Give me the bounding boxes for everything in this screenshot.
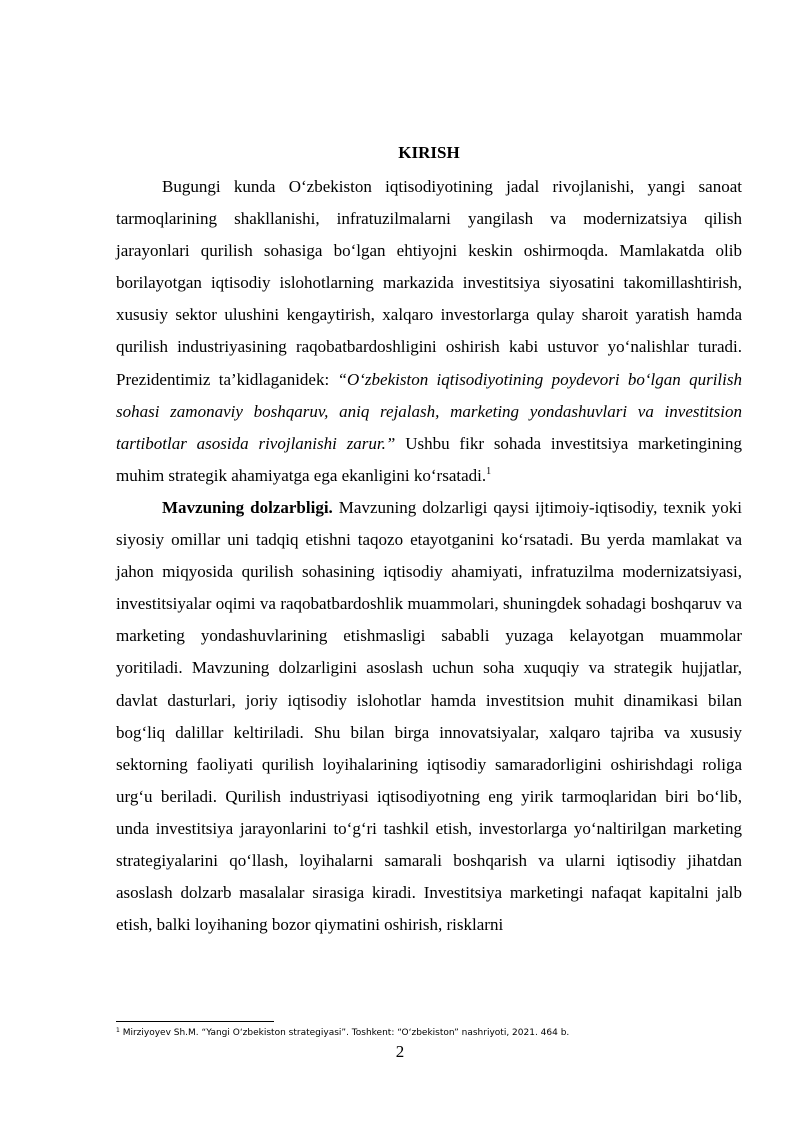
- footnote-separator: [116, 1021, 274, 1022]
- presidential-quote: “O‘zbekiston iqtisodiyotining poydevori bo‘lgan qurilish sohasi zamonaviy boshqaruv, aniq rejalash, marketing yondashuvlari va investitsion tartibotlar asosida rivojlanishi zarur.”: [116, 369, 742, 453]
- paragraph-text: Bugungi kunda O‘zbekiston iqtisodiyotining jadal rivojlanishi, yangi sanoat tarmoqlarining shakllanishi, infratuzilmalarni yangilash va modernizatsiya qilish jarayonlari qurilish sohasiga bo‘lgan ehtiyojni keskin oshirmoqda. Mamlakatda olib borilayotgan iqtisodiy islohotlarning markazida investitsiya siyosatini takomillashtirish, xususiy sektor ulushini kengaytirish, xalqaro investorlarga qulay sharoit yaratish hamda qurilish industriyasining raqobatbardoshligini oshirish kabi ustuvor yo‘nalishlar turadi. Prezidentimiz ta’kidlaganidek:: [116, 177, 742, 389]
- paragraph-text: Mavzuning dolzarligi qaysi ijtimoiy-iqtisodiy, texnik yoki siyosiy omillar uni tadqiq etishni taqozo etayotganini ko‘rsatadi. Bu yerda mamlakat va jahon miqyosida qurilish sohasining iqtisodiy ahamiyati, infratuzilma modernizatsiyasi, investitsiyalar oqimi va raqobatbardoshlik muammolari, shuningdek sohadagi boshqaruv va marketing yondashuvlarining etishmasligi sababli yuzaga kelayotgan muammolar yoritiladi. Mavzuning dolzarligini asoslash uchun soha xuquqiy va strategik hujjatlar, davlat dasturlari, joriy iqtisodiy islohotlar hamda investitsion muhit dinamikasi bilan bog‘liq dalillar keltiriladi. Shu bilan birga innovatsiyalar, xalqaro tajriba va xususiy sektorning faoliyati qurilish loyihalarining iqtisodiy samaradorligini oshirishdagi roliga urg‘u beriladi. Qurilish industriyasi iqtisodiyotning eng yirik tarmoqlaridan biri bo‘lib, unda investitsiya jarayonlarini to‘g‘ri tashkil etish, investorlarga yo‘naltirilgan marketing strategiyalarini qo‘llash, loyihalarni samarali boshqarish va ularni iqtisodiy jihatdan asoslash dolzarb masalalar sirasiga kiradi. Investitsiya marketingi nafaqat kapitalni jalb etish, balki loyihaning bozor qiymatini oshirish, risklarni: [116, 497, 743, 935]
- paragraph-text: Ushbu fikr sohada investitsiya marketingining muhim strategik ahamiyatga ega ekanligini ko‘rsatadi.: [116, 433, 742, 485]
- footnote: [116, 1027, 756, 1039]
- page-title: KIRISH: [398, 143, 460, 162]
- document-body: [116, 171, 742, 941]
- footnote-text: Mirziyoyev Sh.M. “Yangi O‘zbekiston strategiyasi”. Toshkent: “O‘zbekiston” nashriyoti, 2021. 464 b.: [119, 1028, 570, 1038]
- footnote-marker: 1: [116, 1027, 120, 1034]
- section-heading: Mavzuning dolzarbligi.: [162, 497, 333, 517]
- paragraph-introduction: [116, 171, 742, 492]
- paragraph-relevance: [116, 492, 742, 941]
- page-number: 2: [395, 1042, 405, 1061]
- footnote-reference[interactable]: 1: [486, 465, 492, 477]
